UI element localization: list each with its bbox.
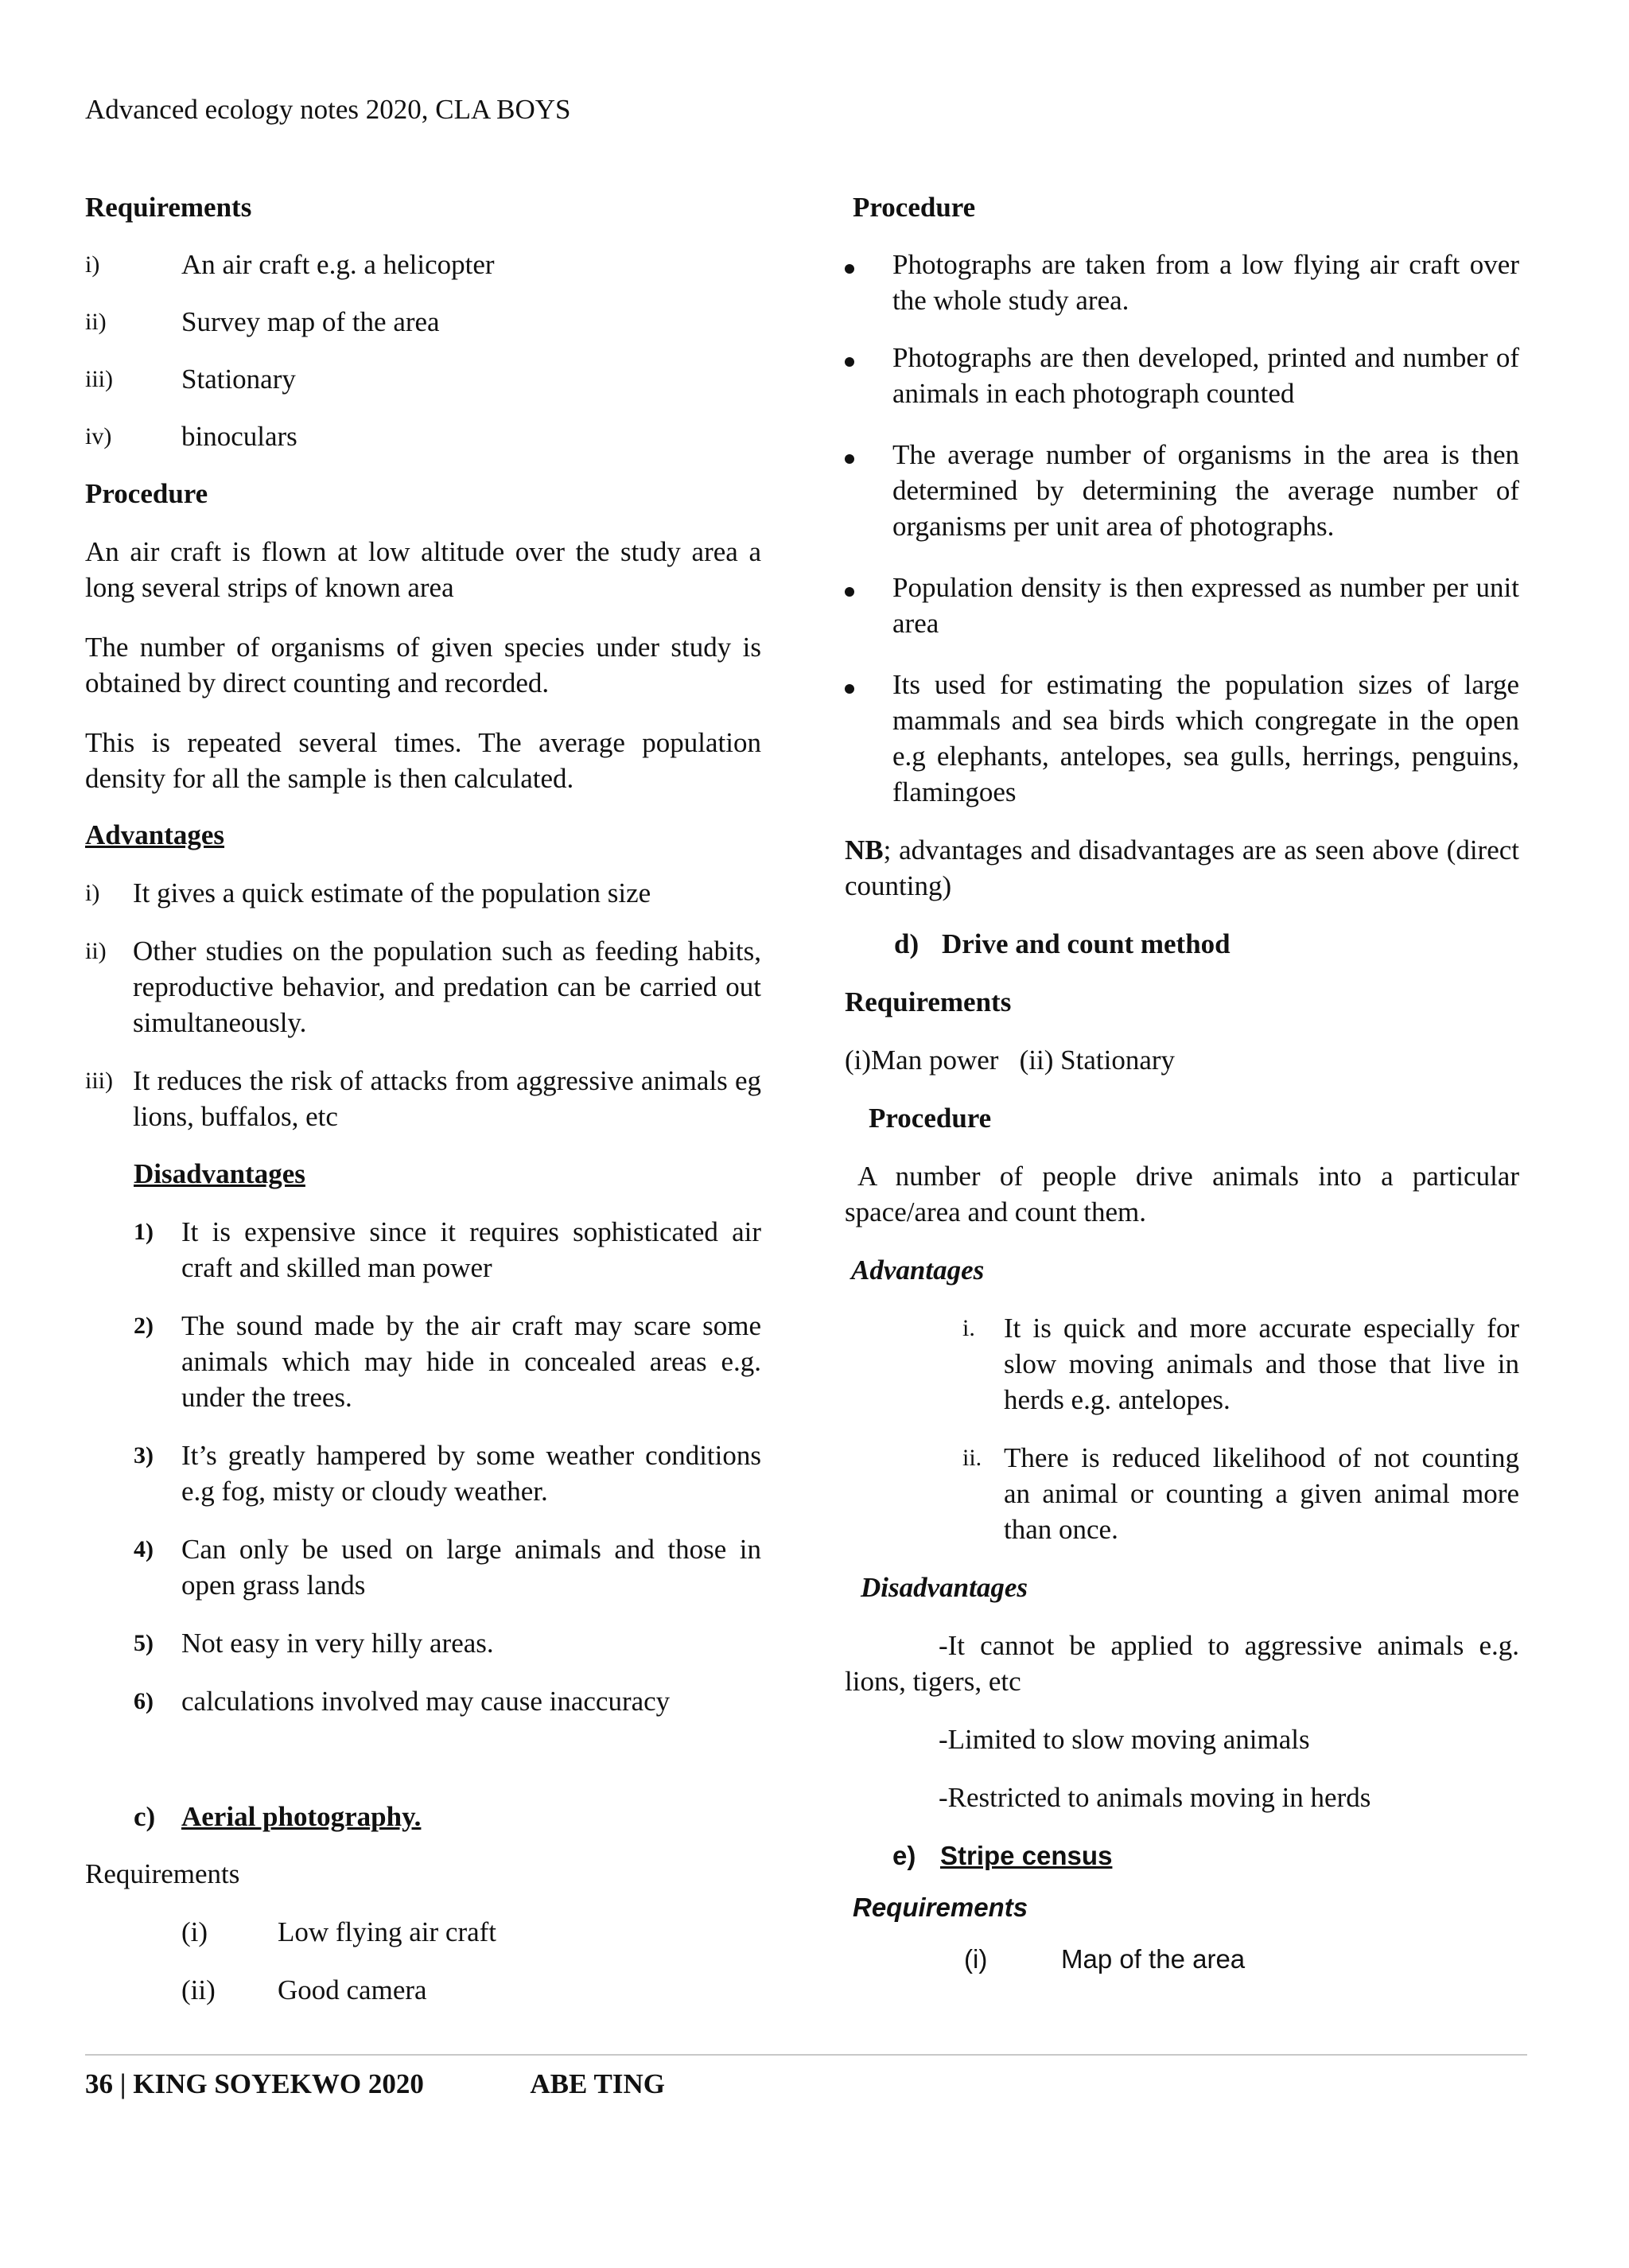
list-item: iii) It reduces the risk of attacks from aggressive animals eg lions, buffalos, etc xyxy=(85,1065,761,1132)
bullet-icon xyxy=(845,264,854,274)
list-item: iii) Stationary xyxy=(85,364,296,395)
procedure-heading: Procedure xyxy=(853,192,976,223)
section-heading: c) Aerial photography. xyxy=(134,1799,761,1834)
bullet-icon xyxy=(845,357,854,367)
list-item: i) It gives a quick estimate of the population size xyxy=(85,877,651,908)
bullet-item: Its used for estimating the population sizes of large mammals and sea birds which congregate in the open e.g elephants, antelopes, sea gulls, herrings, penguins, flamingoes xyxy=(845,667,1519,810)
list-item: (i) Low flying air craft xyxy=(181,1916,497,1947)
page-footer: 36 | KING SOYEKWO 2020 ABE TING xyxy=(85,2068,665,2099)
section-title: Aerial photography. xyxy=(181,1801,422,1832)
nb-note: NB; advantages and disadvantages are as seen above (direct counting) xyxy=(845,834,1519,901)
footer-divider xyxy=(85,2054,1527,2056)
list-item: 4) Can only be used on large animals and those in open grass lands xyxy=(134,1534,761,1601)
right-column xyxy=(845,189,1519,1977)
list-item: ii) Other studies on the population such as feeding habits, reproductive behavior, and predation can be carried out simultaneously. xyxy=(85,936,761,1038)
section-heading: e) Stripe census xyxy=(892,1838,1519,1873)
list-item: ii) Survey map of the area xyxy=(85,306,440,337)
list-item: i) An air craft e.g. a helicopter xyxy=(85,249,495,280)
paragraph: The number of organisms of given species under study is obtained by direct counting and recorded. xyxy=(85,632,761,698)
page-number: 36 xyxy=(85,2068,113,2099)
advantages-heading: Advantages xyxy=(851,1255,985,1286)
disadvantages-heading: Disadvantages xyxy=(861,1572,1028,1603)
footer-right-text: ABE TING xyxy=(530,2068,665,2099)
list-item: iv) binoculars xyxy=(85,421,297,452)
list-item: 1) It is expensive since it requires sophisticated air craft and skilled man power xyxy=(134,1216,761,1283)
list-item: ii. There is reduced likelihood of not counting an animal or counting a given animal more than once. xyxy=(962,1442,1519,1545)
list-item: i. It is quick and more accurate especially for slow moving animals and those that live in herds e.g. antelopes. xyxy=(962,1313,1519,1415)
bullet-icon xyxy=(845,587,854,597)
paragraph: A number of people drive animals into a particular space/area and count them. xyxy=(845,1161,1519,1227)
list-item: 2) The sound made by the air craft may scare some animals which may hide in concealed areas e.g. under the trees. xyxy=(134,1310,761,1413)
list-item: (i) Map of the area xyxy=(964,1944,1246,1974)
left-column xyxy=(85,189,761,2008)
paragraph: -Restricted to animals moving in herds xyxy=(939,1782,1371,1813)
requirements-heading: Requirements xyxy=(853,1893,1028,1922)
list-item: 3) It’s greatly hampered by some weather conditions e.g fog, misty or cloudy weather. xyxy=(134,1440,761,1507)
paragraph: An air craft is flown at low altitude over the study area a long several strips of known area xyxy=(85,536,761,603)
footer-left-text: KING SOYEKWO 2020 xyxy=(133,2068,424,2099)
procedure-heading: Procedure xyxy=(85,478,208,509)
paragraph: -Limited to slow moving animals xyxy=(939,1724,1310,1755)
paragraph: This is repeated several times. The average population density for all the sample is then calculated. xyxy=(85,727,761,794)
bullet-item: The average number of organisms in the area is then determined by determining the average number of organisms per unit area of photographs. xyxy=(845,437,1519,544)
disadvantages-heading: Disadvantages xyxy=(134,1158,305,1189)
bullet-item: Photographs are then developed, printed and number of animals in each photograph counted xyxy=(845,340,1519,411)
bullet-item: Photographs are taken from a low flying air craft over the whole study area. xyxy=(845,247,1519,318)
list-item: 5) Not easy in very hilly areas. xyxy=(134,1628,494,1659)
section-title: Drive and count method xyxy=(942,928,1230,959)
requirements-heading: Requirements xyxy=(845,986,1012,1017)
section-heading: d) Drive and count method xyxy=(894,926,1519,962)
procedure-heading: Procedure xyxy=(869,1103,992,1134)
bullet-item: Population density is then expressed as number per unit area xyxy=(845,570,1519,641)
advantages-heading: Advantages xyxy=(85,819,225,850)
list-item: (ii) Good camera xyxy=(181,1974,427,2005)
requirements-heading: Requirements xyxy=(85,192,252,223)
section-title: Stripe census xyxy=(940,1841,1113,1870)
paragraph: -It cannot be applied to aggressive animals e.g. lions, tigers, etc xyxy=(845,1630,1519,1697)
page-header: Advanced ecology notes 2020, CLA BOYS xyxy=(85,94,571,125)
paragraph: (i)Man power (ii) Stationary xyxy=(845,1045,1176,1076)
bullet-icon xyxy=(845,684,854,694)
list-item: 6) calculations involved may cause inaccuracy xyxy=(134,1686,671,1717)
requirements-label: Requirements xyxy=(85,1858,240,1889)
bullet-icon xyxy=(845,454,854,464)
